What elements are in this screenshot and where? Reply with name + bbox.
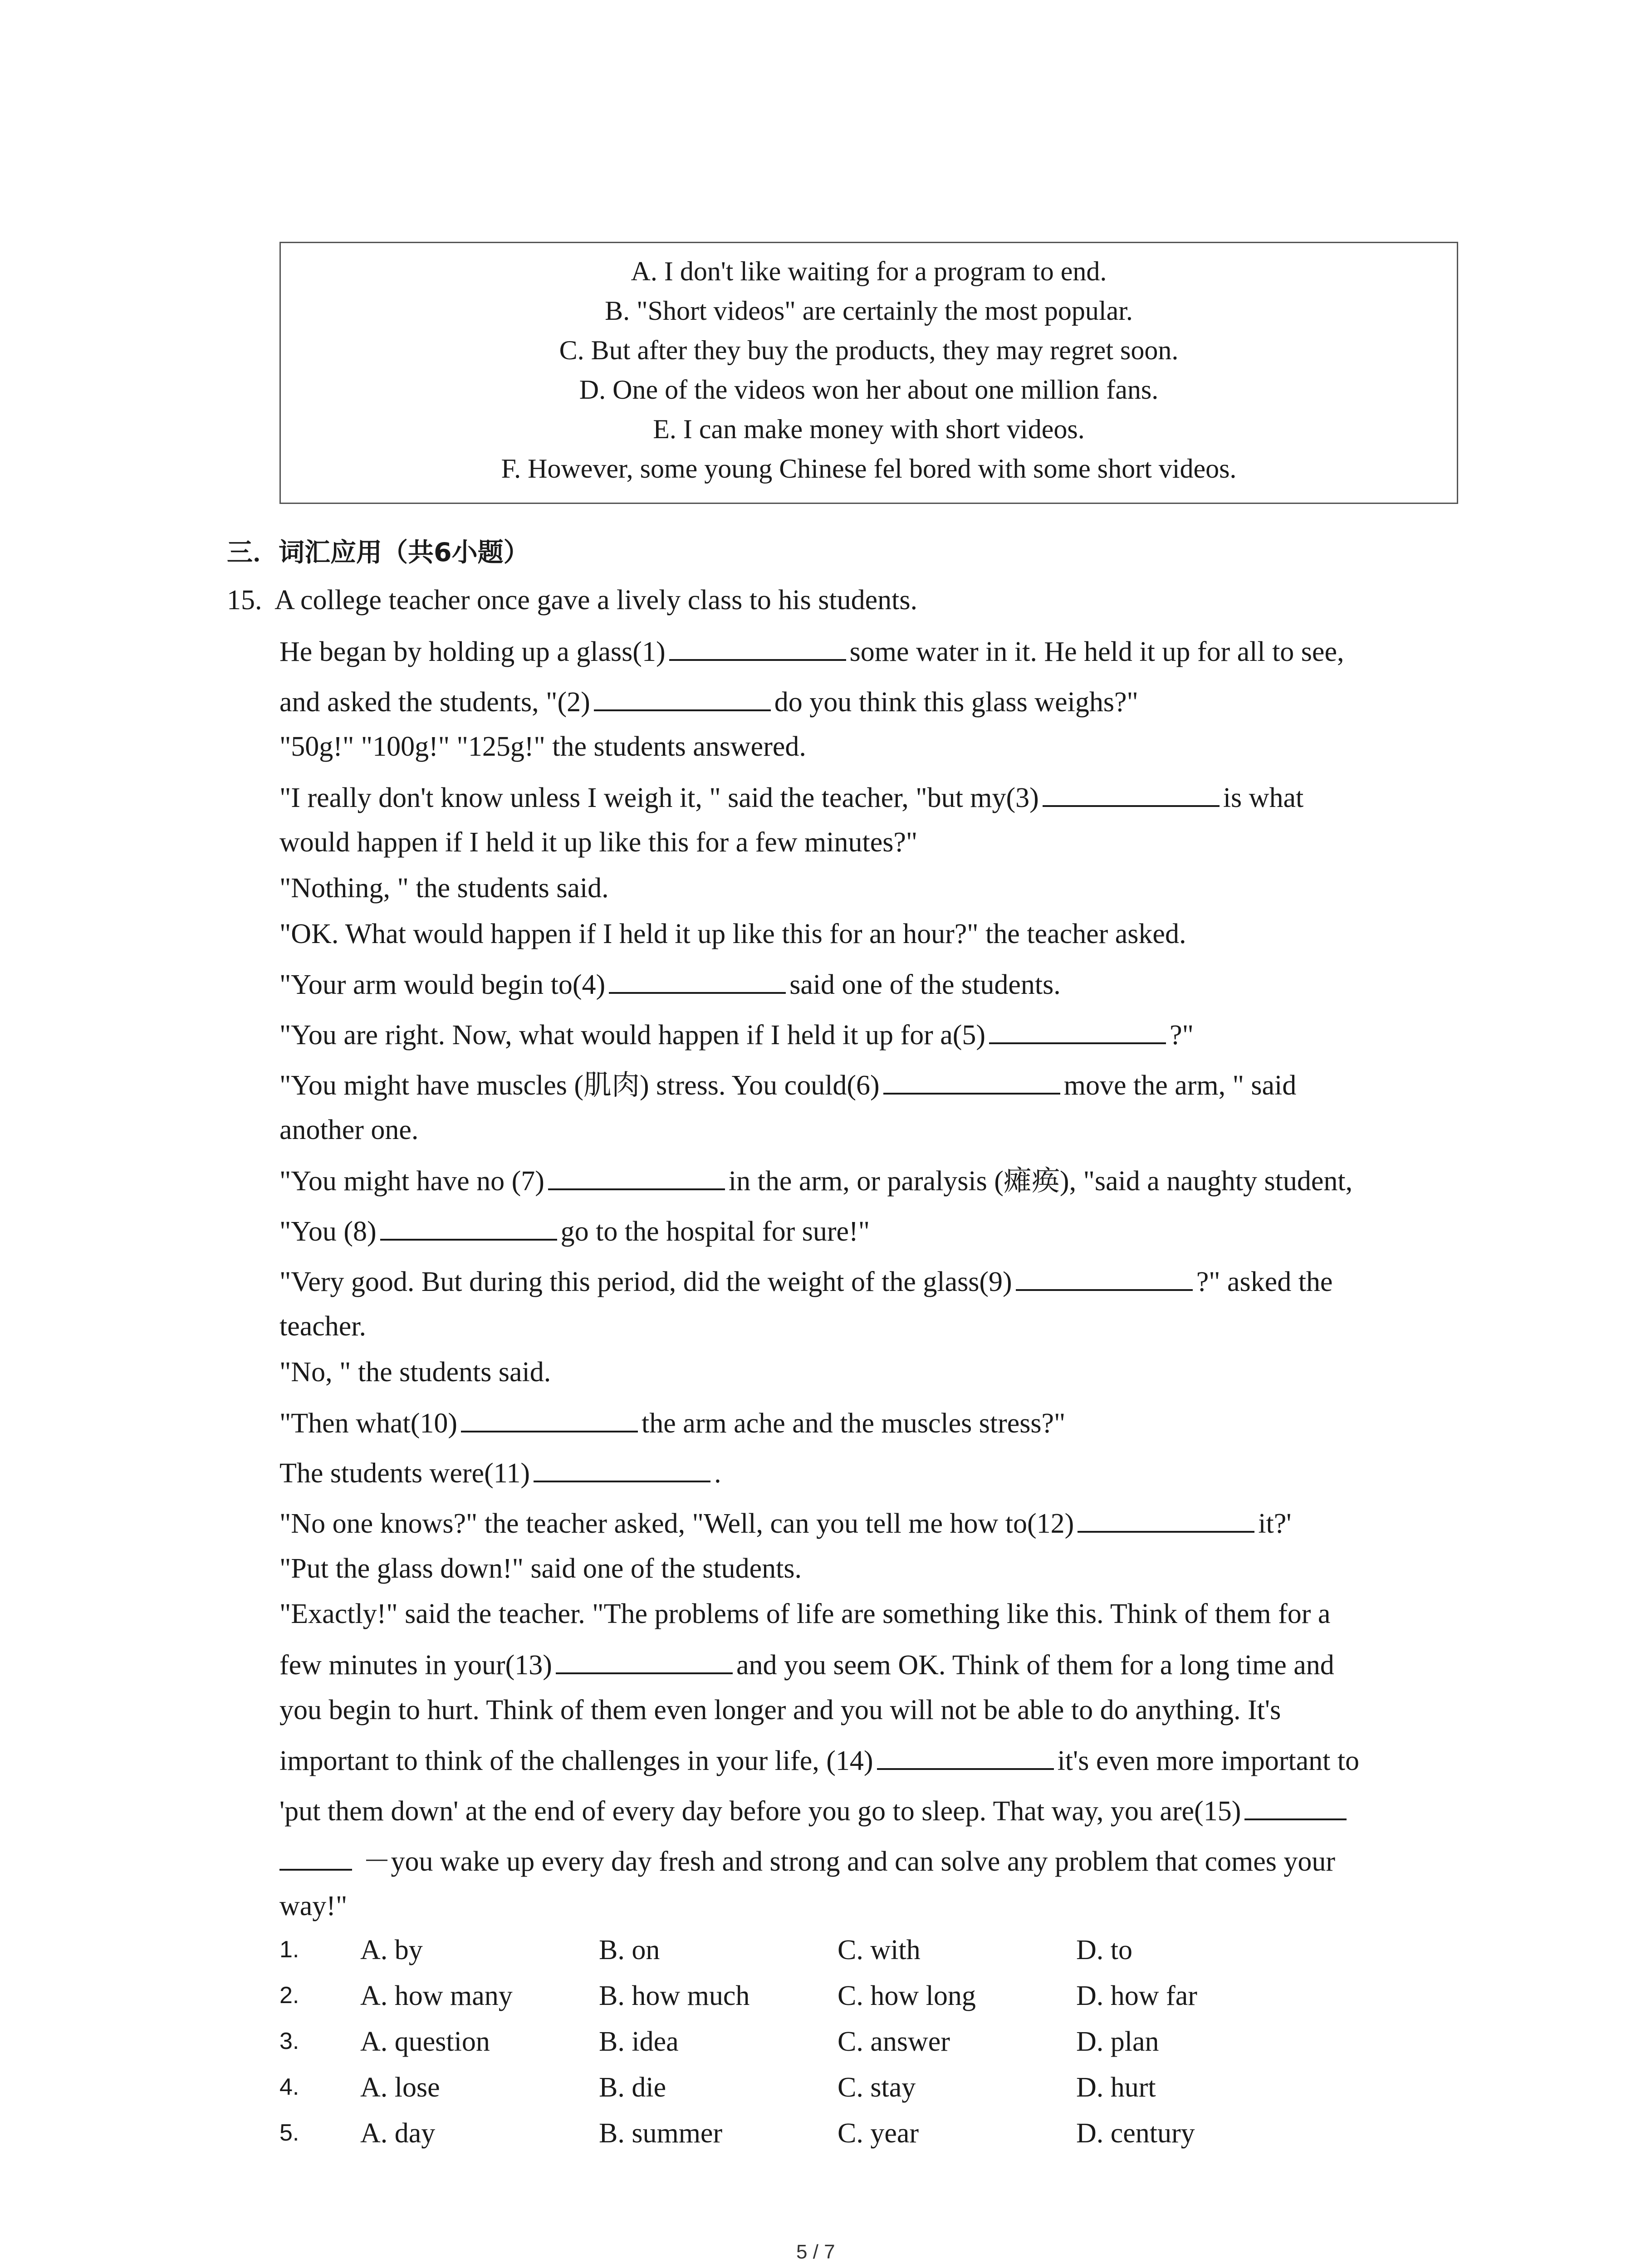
passage-text: "Then what(10) xyxy=(279,1408,458,1439)
passage-text: in the arm, or paralysis (瘫痪), "said a naughty student, xyxy=(728,1166,1353,1197)
passage-line: "Put the glass down!" said one of the students. xyxy=(279,1553,802,1584)
blank-11[interactable] xyxy=(534,1454,710,1482)
blank-2[interactable] xyxy=(594,683,771,711)
passage-line xyxy=(279,1792,1350,1829)
option-e: E. I can make money with short videos. xyxy=(653,414,1085,444)
passage-line: "Nothing, " the students said. xyxy=(279,873,609,904)
page-number: 5 / 7 xyxy=(796,2241,835,2263)
passage-line xyxy=(279,1162,1352,1199)
blank-6[interactable] xyxy=(883,1066,1060,1095)
blank-10[interactable] xyxy=(461,1404,638,1432)
blank-3[interactable] xyxy=(1043,779,1220,807)
passage-text: . xyxy=(714,1458,721,1489)
passage-line xyxy=(279,633,1344,670)
passage-text: it's even more important to xyxy=(1057,1745,1360,1776)
passage-text: and you seem OK. Think of them for a long time and xyxy=(736,1650,1334,1681)
passage-line xyxy=(279,1454,721,1491)
passage-text: 'put them down' at the end of every day before you go to sleep. That way, you are(15) xyxy=(279,1796,1241,1827)
passage-text: go to the hospital for sure!" xyxy=(560,1216,870,1247)
blank-12[interactable] xyxy=(1078,1505,1254,1533)
choice-number: 2. xyxy=(279,1982,299,2009)
blank-8[interactable] xyxy=(380,1212,557,1241)
option-b: B. "Short videos" are certainly the most popular. xyxy=(605,296,1133,326)
passage-line xyxy=(279,779,1303,816)
passage-text: "Very good. But during this period, did the weight of the glass(9) xyxy=(279,1266,1012,1297)
choice-a[interactable]: A. how many xyxy=(360,1980,513,2011)
question-intro xyxy=(227,582,917,618)
passage-line xyxy=(279,966,1061,1003)
passage-text: －you wake up every day fresh and strong and can solve any problem that comes your xyxy=(362,1846,1336,1877)
passage-line xyxy=(279,1505,1291,1542)
choice-d[interactable]: D. hurt xyxy=(1076,2072,1156,2103)
passage-line xyxy=(279,1404,1065,1442)
passage-text: important to think of the challenges in your life, (14) xyxy=(279,1745,873,1776)
option-d: D. One of the videos won her about one million fans. xyxy=(579,375,1159,405)
passage-text: ?" asked the xyxy=(1196,1266,1333,1297)
options-box xyxy=(279,242,1458,504)
passage-line xyxy=(279,1016,1194,1053)
passage-line: "Exactly!" said the teacher. "The problems of life are something like this. Think of them for a xyxy=(279,1598,1331,1629)
choice-d[interactable]: D. plan xyxy=(1076,2026,1159,2057)
passage-line xyxy=(279,683,1138,720)
choice-b[interactable]: B. die xyxy=(599,2072,666,2103)
choice-c[interactable]: C. year xyxy=(838,2118,919,2149)
passage-line: "OK. What would happen if I held it up like this for an hour?" the teacher asked. xyxy=(279,919,1186,949)
choice-number: 1. xyxy=(279,1936,299,1963)
blank-13[interactable] xyxy=(556,1646,733,1674)
choice-d[interactable]: D. how far xyxy=(1076,1980,1197,2011)
passage-line xyxy=(279,1646,1334,1683)
passage-text: He began by holding up a glass(1) xyxy=(279,636,666,667)
blank-14[interactable] xyxy=(877,1742,1054,1770)
passage-line: you begin to hurt. Think of them even longer and you will not be able to do anything. It's xyxy=(279,1695,1281,1725)
choice-d[interactable]: D. century xyxy=(1076,2118,1195,2149)
choice-c[interactable]: C. answer xyxy=(838,2026,950,2057)
passage-text: move the arm, " said xyxy=(1063,1070,1297,1101)
passage-text: said one of the students. xyxy=(789,969,1061,1000)
choice-number: 4. xyxy=(279,2074,299,2100)
choice-a[interactable]: A. lose xyxy=(360,2072,440,2103)
passage-line xyxy=(279,1212,870,1250)
passage-text: ?" xyxy=(1170,1020,1194,1051)
choice-number: 5. xyxy=(279,2120,299,2146)
passage-line xyxy=(279,1066,1296,1104)
passage-line: "No, " the students said. xyxy=(279,1357,551,1388)
passage-text: do you think this glass weighs?" xyxy=(774,687,1138,718)
choice-b[interactable]: B. how much xyxy=(599,1980,750,2011)
blank-5[interactable] xyxy=(989,1016,1166,1044)
passage-text: "No one knows?" the teacher asked, "Well, can you tell me how to(12) xyxy=(279,1508,1074,1539)
passage-line: "50g!" "100g!" "125g!" the students answered. xyxy=(279,731,806,762)
choice-c[interactable]: C. how long xyxy=(838,1980,976,2011)
blank-1[interactable] xyxy=(669,633,846,661)
passage-text: is what xyxy=(1223,782,1304,813)
passage-text: "You might have muscles (肌肉) stress. You could(6) xyxy=(279,1070,880,1101)
blank-9[interactable] xyxy=(1016,1263,1193,1291)
choice-a[interactable]: A. question xyxy=(360,2026,490,2057)
passage-line xyxy=(279,1843,1335,1880)
choice-d[interactable]: D. to xyxy=(1076,1935,1132,1965)
passage-text: few minutes in your(13) xyxy=(279,1650,552,1681)
passage-line: another one. xyxy=(279,1114,419,1145)
passage-line: teacher. xyxy=(279,1311,367,1342)
option-c: C. But after they buy the products, they may regret soon. xyxy=(559,335,1179,365)
passage-text: the arm ache and the muscles stress?" xyxy=(642,1408,1066,1439)
passage-text: The students were(11) xyxy=(279,1458,530,1489)
option-f: F. However, some young Chinese fel bored with some short videos. xyxy=(501,454,1237,484)
passage-text: "You are right. Now, what would happen if I held it up for a(5) xyxy=(279,1020,986,1051)
choice-c[interactable]: C. stay xyxy=(838,2072,916,2103)
choice-b[interactable]: B. idea xyxy=(599,2026,679,2057)
blank-7[interactable] xyxy=(548,1162,725,1190)
choice-a[interactable]: A. day xyxy=(360,2118,436,2149)
passage-line xyxy=(279,1263,1332,1300)
passage-text: "You (8) xyxy=(279,1216,377,1247)
blank-4[interactable] xyxy=(609,966,786,994)
blank-15-cont[interactable] xyxy=(279,1843,352,1871)
passage-line xyxy=(279,1742,1359,1779)
passage-text: some water in it. He held it up for all to see, xyxy=(849,636,1344,667)
passage-text: it?' xyxy=(1258,1508,1292,1539)
choice-b[interactable]: B. summer xyxy=(599,2118,723,2149)
question-number: 15. xyxy=(227,585,262,616)
passage-text: "I really don't know unless I weigh it, " said the teacher, "but my(3) xyxy=(279,782,1039,813)
choice-c[interactable]: C. with xyxy=(838,1935,921,1965)
passage-line: way!" xyxy=(279,1891,348,1921)
choice-number: 3. xyxy=(279,2028,299,2054)
passage-text: "Your arm would begin to(4) xyxy=(279,969,606,1000)
section-title: 三．词汇应用（共6小题） xyxy=(227,538,529,567)
choice-b[interactable]: B. on xyxy=(599,1935,660,1965)
passage-text: "You might have no (7) xyxy=(279,1166,544,1197)
passage-text: and asked the students, "(2) xyxy=(279,687,590,718)
blank-15[interactable] xyxy=(1244,1792,1347,1820)
passage-line: would happen if I held it up like this for a few minutes?" xyxy=(279,827,918,858)
option-a: A. I don't like waiting for a program to end. xyxy=(631,256,1107,286)
choice-a[interactable]: A. by xyxy=(360,1935,423,1965)
question-intro-text: A college teacher once gave a lively class to his students. xyxy=(274,585,918,616)
